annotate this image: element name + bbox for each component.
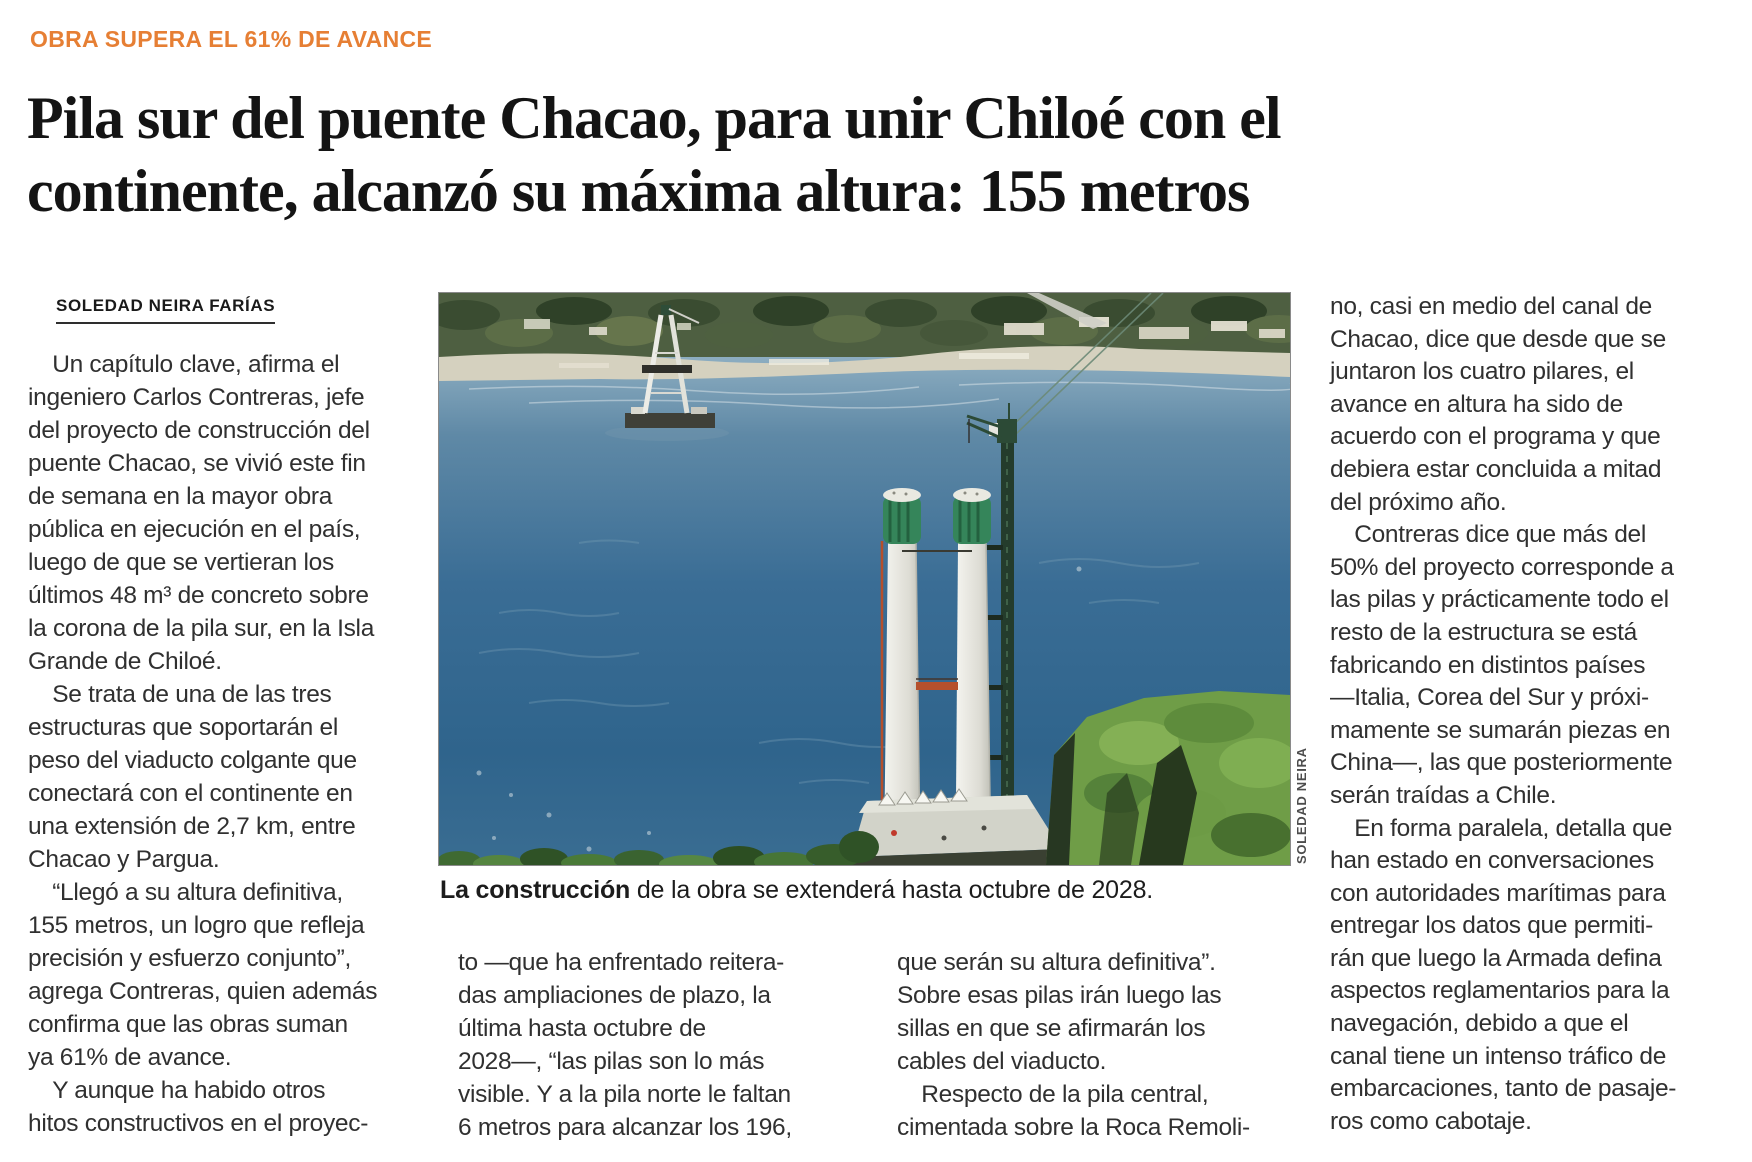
- right-column: [1330, 291, 1752, 1138]
- text-line: avance en altura ha sido de: [1330, 390, 1623, 418]
- tower-cap-right: [953, 488, 991, 544]
- text-line: 155 metros, un logro que refleja: [28, 912, 365, 939]
- text-line: Respecto de la pila central,: [897, 1081, 1209, 1108]
- text-line: ingeniero Carlos Contreras, jefe: [28, 384, 365, 411]
- middle-column-a: [458, 946, 853, 1144]
- headline-line-1: Pila sur del puente Chacao, para unir Chiloé con el: [27, 85, 1281, 151]
- text-line: las pilas y prácticamente todo el: [1330, 586, 1669, 614]
- text-line: sillas en que se afirmarán los: [897, 1015, 1206, 1042]
- photo-caption: [440, 874, 1292, 906]
- text-line: juntaron los cuatro pilares, el: [1330, 358, 1634, 386]
- text-line: con autoridades marítimas para: [1330, 879, 1666, 907]
- text-line: debiera estar concluida a mitad: [1330, 455, 1662, 483]
- text-line: precisión y esfuerzo conjunto”,: [28, 945, 351, 972]
- text-line: pública en ejecución en el país,: [28, 516, 361, 543]
- photo-credit: SOLEDAD NEIRA: [1294, 747, 1309, 864]
- text-line: Grande de Chiloé.: [28, 648, 222, 675]
- text-line: ros como cabotaje.: [1330, 1107, 1532, 1135]
- text-line: —Italia, Corea del Sur y próxi-: [1330, 684, 1649, 712]
- text-line: luego de que se vertieran los: [28, 549, 334, 576]
- text-line: visible. Y a la pila norte le faltan: [458, 1081, 791, 1108]
- text-line: Chacao, dice que desde que se: [1330, 325, 1666, 353]
- text-line: entregar los datos que permiti-: [1330, 912, 1653, 940]
- caption-lead: La construcción: [440, 876, 631, 904]
- text-line: mamente se sumarán piezas en: [1330, 716, 1671, 744]
- text-line: cimentada sobre la Roca Remoli-: [897, 1114, 1250, 1141]
- tower-cap-left: [883, 488, 921, 544]
- text-line: canal tiene un intenso tráfico de: [1330, 1042, 1667, 1070]
- caption-rest: de la obra se extenderá hasta octubre de 2028.: [630, 876, 1154, 904]
- photo-illustration: [439, 293, 1290, 865]
- text-line: En forma paralela, detalla que: [1330, 814, 1673, 842]
- text-line: 2028—, “las pilas son lo más: [458, 1048, 765, 1075]
- text-line: no, casi en medio del canal de: [1330, 293, 1652, 320]
- text-line: China—, las que posteriormente: [1330, 749, 1673, 777]
- text-line: embarcaciones, tanto de pasaje-: [1330, 1075, 1677, 1103]
- kicker: OBRA SUPERA EL 61% DE AVANCE: [30, 26, 433, 52]
- text-line: estructuras que soportarán el: [28, 714, 338, 741]
- text-line: la corona de la pila sur, en la Isla: [28, 615, 375, 642]
- text-line: Y aunque ha habido otros: [28, 1077, 326, 1104]
- text-line: de semana en la mayor obra: [28, 483, 333, 510]
- text-line: Chacao y Pargua.: [28, 846, 220, 873]
- text-line: serán traídas a Chile.: [1330, 781, 1557, 809]
- text-line: que serán su altura definitiva”.: [897, 949, 1216, 976]
- text-line: rán que luego la Armada defina: [1330, 944, 1662, 972]
- text-line: 6 metros para alcanzar los 196,: [458, 1114, 792, 1141]
- article-photo: [438, 292, 1291, 866]
- text-line: conectará con el continente en: [28, 780, 353, 807]
- text-line: puente Chacao, se vivió este fin: [28, 450, 366, 477]
- text-line: agrega Contreras, quien además: [28, 978, 378, 1005]
- text-line: Contreras dice que más del: [1330, 521, 1646, 549]
- text-line: peso del viaducto colgante que: [28, 747, 357, 774]
- text-line: to —que ha enfrentado reitera-: [458, 949, 785, 976]
- text-line: “Llegó a su altura definitiva,: [28, 879, 343, 906]
- text-line: confirma que las obras suman: [28, 1011, 348, 1038]
- text-line: una extensión de 2,7 km, entre: [28, 813, 356, 840]
- text-line: últimos 48 m³ de concreto sobre: [28, 582, 369, 609]
- headline-line-2: continente, alcanzó su máxima altura: 155 metros: [27, 158, 1250, 224]
- text-line: última hasta octubre de: [458, 1015, 706, 1042]
- text-line: 50% del proyecto corresponde a: [1330, 553, 1674, 581]
- text-line: del proyecto de construcción del: [28, 417, 370, 444]
- text-line: Un capítulo clave, afirma el: [28, 351, 340, 378]
- text-line: hitos constructivos en el proyec-: [28, 1110, 369, 1137]
- text-line: Sobre esas pilas irán luego las: [897, 982, 1222, 1009]
- left-column: [28, 348, 428, 1140]
- byline: SOLEDAD NEIRA FARÍAS: [56, 296, 275, 324]
- text-line: fabricando en distintos países: [1330, 651, 1646, 679]
- text-line: aspectos reglamentarios para la: [1330, 977, 1670, 1005]
- text-line: acuerdo con el programa y que: [1330, 423, 1661, 451]
- text-line: das ampliaciones de plazo, la: [458, 982, 771, 1009]
- text-line: del próximo año.: [1330, 488, 1507, 516]
- text-line: cables del viaducto.: [897, 1048, 1107, 1075]
- far-shore: [439, 293, 1290, 381]
- middle-column-b: [897, 946, 1295, 1144]
- text-line: navegación, debido a que el: [1330, 1010, 1629, 1038]
- headline: [27, 82, 1727, 228]
- text-line: resto de la estructura se está: [1330, 618, 1637, 646]
- text-line: han estado en conversaciones: [1330, 847, 1654, 875]
- text-line: ya 61% de avance.: [28, 1044, 232, 1071]
- byline-wrap: [56, 296, 275, 324]
- text-line: Se trata de una de las tres: [28, 681, 332, 708]
